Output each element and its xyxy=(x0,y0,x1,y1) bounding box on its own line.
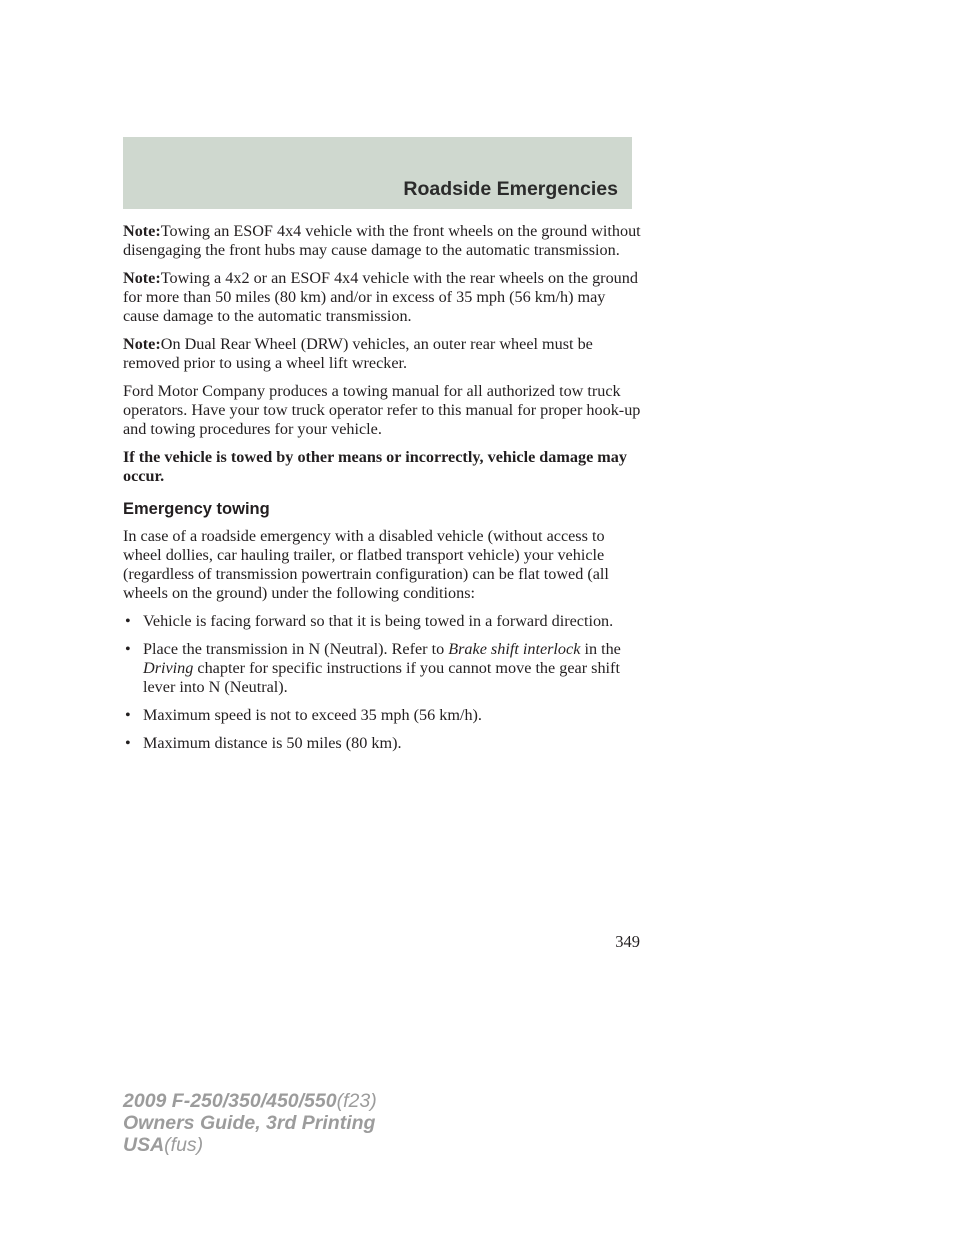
list-item: • Place the transmission in N (Neutral). Refer to Brake shift interlock in the Driving chapter for specific instructions if you cannot move the gear shift lever into N (Neutral). xyxy=(125,640,621,696)
bullet-icon: • xyxy=(125,706,131,724)
damage-warning: If the vehicle is towed by other means or incorrectly, vehicle damage may occur. xyxy=(123,448,627,485)
towing-manual-paragraph: Ford Motor Company produces a towing manual for all authorized tow truck operators. Have your tow truck operator refer to this manual for proper hook-up and towing procedures for your vehicle. xyxy=(123,382,641,438)
note-label: Note: xyxy=(123,269,161,287)
list-item: • Vehicle is facing forward so that it is being towed in a forward direction. xyxy=(125,612,614,630)
bullet-icon: • xyxy=(125,734,131,752)
bullet-icon: • xyxy=(125,640,131,658)
footer-line: USA(fus) xyxy=(123,1134,204,1156)
page-content xyxy=(123,222,643,762)
note-paragraph xyxy=(123,335,643,373)
document-footer xyxy=(123,1090,377,1156)
brake-shift-interlock-reference: Brake shift interlock xyxy=(448,640,581,658)
note-text: Towing a 4x2 or an ESOF 4x4 vehicle with the rear wheels on the ground for more than 50 miles (80 km) and/or in excess of 35 mph (56 km/h) may cause damage to the automatic transmission. xyxy=(123,269,638,325)
bullet-icon: • xyxy=(125,612,131,630)
emergency-towing-heading: Emergency towing xyxy=(123,500,270,518)
driving-chapter-reference: Driving xyxy=(143,659,194,677)
page-number: 349 xyxy=(615,932,640,951)
list-item: • Maximum distance is 50 miles (80 km). xyxy=(125,734,402,752)
note-label: Note: xyxy=(123,335,161,353)
footer-line: 2009 F-250/350/450/550(f23) xyxy=(123,1090,377,1112)
note-text: On Dual Rear Wheel (DRW) vehicles, an outer rear wheel must be removed prior to using a wheel lift wrecker. xyxy=(123,335,593,372)
emergency-intro: In case of a roadside emergency with a disabled vehicle (without access to wheel dollies, car hauling trailer, or flatbed transport vehicle) your vehicle (regardless of transmission powertrain configuration) can be flat towed (all wheels on the ground) under the following conditions: xyxy=(123,527,609,602)
note-paragraph xyxy=(123,222,643,260)
list-item: • Maximum speed is not to exceed 35 mph (56 km/h). xyxy=(125,706,482,724)
note-label: Note: xyxy=(123,222,161,240)
note-text: Towing an ESOF 4x4 vehicle with the front wheels on the ground without disengaging the front hubs may cause damage to the automatic transmission. xyxy=(123,222,641,259)
footer-line: Owners Guide, 3rd Printing xyxy=(123,1112,376,1134)
note-paragraph xyxy=(123,269,643,326)
section-title: Roadside Emergencies xyxy=(403,178,618,200)
conditions-list xyxy=(123,612,643,753)
